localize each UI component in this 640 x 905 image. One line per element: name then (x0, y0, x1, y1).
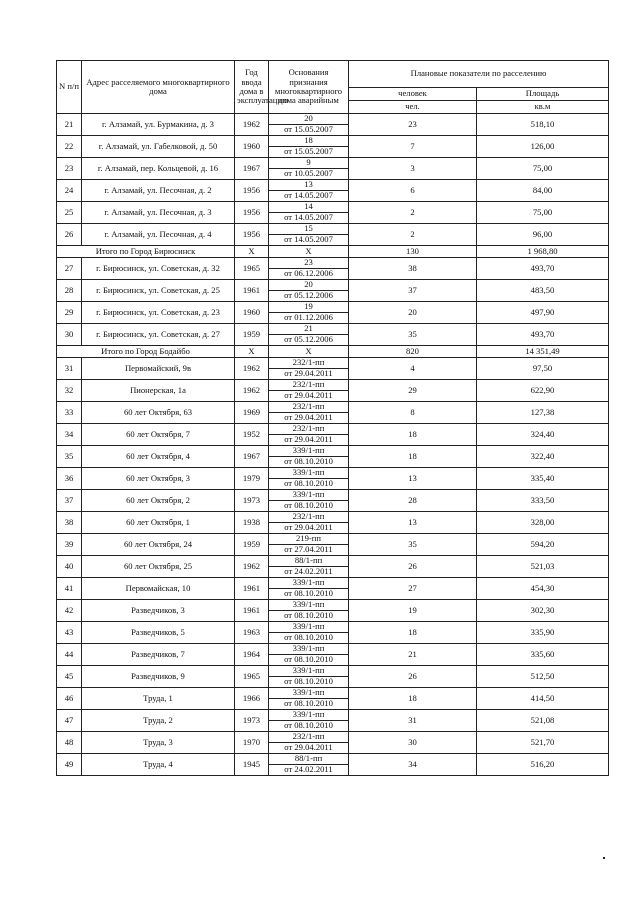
row-area: 322,40 (477, 446, 609, 468)
row-address: 60 лет Октября, 4 (82, 446, 235, 468)
row-basis-date: от 24.02.2011 (269, 567, 349, 578)
row-basis-number: 9 (269, 158, 349, 169)
row-address: г. Бирюсинск, ул. Советская, д. 27 (82, 324, 235, 346)
row-year: 1979 (235, 468, 269, 490)
table-row (57, 512, 609, 523)
header-num: N п/п (57, 61, 82, 114)
row-people: 4 (349, 358, 477, 380)
row-basis-date: от 14.05.2007 (269, 235, 349, 246)
total-label: Итого по Город Бирюсинск (57, 246, 235, 258)
row-number: 23 (57, 158, 82, 180)
row-basis-date: от 15.05.2007 (269, 147, 349, 158)
row-basis-number: 219-пп (269, 534, 349, 545)
row-address: 60 лет Октября, 63 (82, 402, 235, 424)
row-area: 96,00 (477, 224, 609, 246)
row-basis-date: от 08.10.2010 (269, 655, 349, 666)
row-number: 31 (57, 358, 82, 380)
row-year: 1961 (235, 280, 269, 302)
row-address: г. Алзамай, пер. Кольцевой, д. 16 (82, 158, 235, 180)
row-people: 37 (349, 280, 477, 302)
row-area: 594,20 (477, 534, 609, 556)
table-row (57, 114, 609, 125)
row-basis-number: 232/1-пп (269, 358, 349, 369)
row-basis-number: 23 (269, 258, 349, 269)
row-basis-date: от 08.10.2010 (269, 589, 349, 600)
row-people: 38 (349, 258, 477, 280)
row-year: 1961 (235, 600, 269, 622)
table-row (57, 224, 609, 235)
header-people-unit: чел. (349, 101, 477, 114)
row-year: 1952 (235, 424, 269, 446)
row-area: 521,08 (477, 710, 609, 732)
row-year: 1965 (235, 258, 269, 280)
row-number: 28 (57, 280, 82, 302)
table-row (57, 732, 609, 743)
row-basis-number: 339/1-пп (269, 688, 349, 699)
row-number: 33 (57, 402, 82, 424)
table-row (57, 446, 609, 457)
row-number: 30 (57, 324, 82, 346)
row-people: 21 (349, 644, 477, 666)
row-address: Труда, 2 (82, 710, 235, 732)
row-address: 60 лет Октября, 1 (82, 512, 235, 534)
row-number: 21 (57, 114, 82, 136)
row-area: 75,00 (477, 158, 609, 180)
row-basis-date: от 29.04.2011 (269, 391, 349, 402)
row-number: 41 (57, 578, 82, 600)
table-row (57, 402, 609, 413)
row-basis-number: 88/1-пп (269, 556, 349, 567)
row-number: 32 (57, 380, 82, 402)
row-basis-date: от 29.04.2011 (269, 743, 349, 754)
row-basis-date: от 29.04.2011 (269, 369, 349, 380)
table-row (57, 380, 609, 391)
table-row (57, 688, 609, 699)
total-area: 14 351,49 (477, 346, 609, 358)
row-people: 29 (349, 380, 477, 402)
table-row (57, 578, 609, 589)
row-year: 1938 (235, 512, 269, 534)
row-area: 328,00 (477, 512, 609, 534)
row-year: 1945 (235, 754, 269, 776)
row-area: 497,90 (477, 302, 609, 324)
row-address: г. Бирюсинск, ул. Советская, д. 32 (82, 258, 235, 280)
row-people: 13 (349, 512, 477, 534)
table-row (57, 280, 609, 291)
row-basis-number: 15 (269, 224, 349, 235)
row-basis-number: 339/1-пп (269, 666, 349, 677)
row-people: 27 (349, 578, 477, 600)
row-number: 26 (57, 224, 82, 246)
row-people: 19 (349, 600, 477, 622)
row-address: г. Алзамай, ул. Габелковой, д. 50 (82, 136, 235, 158)
row-area: 512,50 (477, 666, 609, 688)
row-basis-number: 88/1-пп (269, 754, 349, 765)
row-area: 335,40 (477, 468, 609, 490)
total-basis: X (269, 246, 349, 258)
table-row (57, 644, 609, 655)
total-label: Итого по Город Бодайбо (57, 346, 235, 358)
table-row (57, 534, 609, 545)
row-year: 1962 (235, 114, 269, 136)
row-number: 46 (57, 688, 82, 710)
row-basis-number: 14 (269, 202, 349, 213)
row-basis-date: от 08.10.2010 (269, 501, 349, 512)
row-basis-date: от 14.05.2007 (269, 191, 349, 202)
row-address: 60 лет Октября, 25 (82, 556, 235, 578)
row-address: Разведчиков, 3 (82, 600, 235, 622)
row-area: 324,40 (477, 424, 609, 446)
row-basis-date: от 08.10.2010 (269, 633, 349, 644)
row-basis-number: 18 (269, 136, 349, 147)
row-year: 1973 (235, 490, 269, 512)
row-address: Труда, 4 (82, 754, 235, 776)
row-basis-number: 232/1-пп (269, 424, 349, 435)
row-people: 31 (349, 710, 477, 732)
row-number: 38 (57, 512, 82, 534)
row-area: 414,50 (477, 688, 609, 710)
row-number: 29 (57, 302, 82, 324)
row-basis-number: 339/1-пп (269, 468, 349, 479)
row-area: 622,90 (477, 380, 609, 402)
row-year: 1965 (235, 666, 269, 688)
row-people: 20 (349, 302, 477, 324)
row-year: 1969 (235, 402, 269, 424)
table-row (57, 202, 609, 213)
row-year: 1963 (235, 622, 269, 644)
row-address: г. Бирюсинск, ул. Советская, д. 25 (82, 280, 235, 302)
row-people: 35 (349, 534, 477, 556)
row-number: 45 (57, 666, 82, 688)
row-address: 60 лет Октября, 24 (82, 534, 235, 556)
row-basis-date: от 15.05.2007 (269, 125, 349, 136)
row-basis-number: 339/1-пп (269, 644, 349, 655)
header-address: Адрес расселяемого многоквартирного дома (82, 61, 235, 114)
row-basis-number: 21 (269, 324, 349, 335)
table-row (57, 710, 609, 721)
row-people: 18 (349, 446, 477, 468)
row-number: 39 (57, 534, 82, 556)
row-year: 1962 (235, 358, 269, 380)
table-body (57, 114, 609, 776)
row-people: 7 (349, 136, 477, 158)
row-area: 84,00 (477, 180, 609, 202)
row-address: Первомайский, 9в (82, 358, 235, 380)
row-basis-date: от 05.12.2006 (269, 291, 349, 302)
row-number: 36 (57, 468, 82, 490)
row-number: 47 (57, 710, 82, 732)
row-people: 26 (349, 666, 477, 688)
row-basis-date: от 10.05.2007 (269, 169, 349, 180)
table-row (57, 622, 609, 633)
row-people: 13 (349, 468, 477, 490)
row-basis-number: 339/1-пп (269, 600, 349, 611)
table-row (57, 468, 609, 479)
row-area: 127,38 (477, 402, 609, 424)
row-basis-date: от 29.04.2011 (269, 523, 349, 534)
row-area: 521,70 (477, 732, 609, 754)
total-row (57, 346, 609, 358)
row-basis-date: от 29.04.2011 (269, 435, 349, 446)
row-basis-date: от 06.12.2006 (269, 269, 349, 280)
total-year: X (235, 346, 269, 358)
total-people: 820 (349, 346, 477, 358)
table-row (57, 666, 609, 677)
row-number: 22 (57, 136, 82, 158)
resettlement-table (56, 60, 609, 776)
row-basis-date: от 24.02.2011 (269, 765, 349, 776)
row-year: 1962 (235, 556, 269, 578)
table-row (57, 490, 609, 501)
row-area: 126,00 (477, 136, 609, 158)
header-area-unit: кв.м (477, 101, 609, 114)
row-basis-number: 19 (269, 302, 349, 313)
row-people: 23 (349, 114, 477, 136)
row-basis-date: от 08.10.2010 (269, 699, 349, 710)
row-number: 49 (57, 754, 82, 776)
table-header (57, 61, 609, 114)
row-year: 1960 (235, 136, 269, 158)
row-area: 521,03 (477, 556, 609, 578)
table-row (57, 158, 609, 169)
row-year: 1970 (235, 732, 269, 754)
total-year: X (235, 246, 269, 258)
table-row (57, 180, 609, 191)
row-address: Труда, 1 (82, 688, 235, 710)
table-row (57, 556, 609, 567)
row-address: Труда, 3 (82, 732, 235, 754)
row-year: 1964 (235, 644, 269, 666)
row-address: Разведчиков, 7 (82, 644, 235, 666)
row-number: 37 (57, 490, 82, 512)
row-year: 1973 (235, 710, 269, 732)
table-row (57, 258, 609, 269)
row-area: 75,00 (477, 202, 609, 224)
row-year: 1956 (235, 224, 269, 246)
row-address: Разведчиков, 5 (82, 622, 235, 644)
row-basis-date: от 08.10.2010 (269, 457, 349, 468)
row-year: 1956 (235, 180, 269, 202)
row-basis-number: 339/1-пп (269, 622, 349, 633)
row-area: 493,70 (477, 258, 609, 280)
row-year: 1960 (235, 302, 269, 324)
row-address: Пионерская, 1а (82, 380, 235, 402)
row-number: 35 (57, 446, 82, 468)
row-area: 97,50 (477, 358, 609, 380)
total-basis: X (269, 346, 349, 358)
row-people: 2 (349, 202, 477, 224)
row-area: 302,30 (477, 600, 609, 622)
row-address: г. Алзамай, ул. Песочная, д. 2 (82, 180, 235, 202)
row-basis-number: 339/1-пп (269, 578, 349, 589)
row-people: 34 (349, 754, 477, 776)
row-year: 1956 (235, 202, 269, 224)
header-area: Площадь (477, 88, 609, 101)
row-area: 454,30 (477, 578, 609, 600)
row-year: 1959 (235, 534, 269, 556)
row-people: 8 (349, 402, 477, 424)
row-basis-date: от 01.12.2006 (269, 313, 349, 324)
table-row (57, 302, 609, 313)
row-year: 1959 (235, 324, 269, 346)
row-number: 42 (57, 600, 82, 622)
row-address: г. Алзамай, ул. Песочная, д. 4 (82, 224, 235, 246)
row-area: 335,90 (477, 622, 609, 644)
row-basis-number: 232/1-пп (269, 512, 349, 523)
row-basis-number: 339/1-пп (269, 446, 349, 457)
row-year: 1966 (235, 688, 269, 710)
row-people: 3 (349, 158, 477, 180)
row-people: 26 (349, 556, 477, 578)
row-people: 18 (349, 622, 477, 644)
row-basis-number: 13 (269, 180, 349, 191)
row-basis-number: 232/1-пп (269, 402, 349, 413)
table-row (57, 424, 609, 435)
total-area: 1 968,80 (477, 246, 609, 258)
row-people: 18 (349, 688, 477, 710)
row-area: 335,60 (477, 644, 609, 666)
row-number: 44 (57, 644, 82, 666)
table-row (57, 324, 609, 335)
row-people: 2 (349, 224, 477, 246)
row-address: 60 лет Октября, 7 (82, 424, 235, 446)
row-address: 60 лет Октября, 2 (82, 490, 235, 512)
row-area: 483,50 (477, 280, 609, 302)
table-row (57, 754, 609, 765)
row-area: 333,50 (477, 490, 609, 512)
row-year: 1962 (235, 380, 269, 402)
header-plan: Плановые показатели по расселению (349, 61, 609, 88)
row-address: г. Бирюсинск, ул. Советская, д. 23 (82, 302, 235, 324)
row-people: 18 (349, 424, 477, 446)
row-basis-date: от 08.10.2010 (269, 721, 349, 732)
row-number: 43 (57, 622, 82, 644)
table-row (57, 358, 609, 369)
row-people: 35 (349, 324, 477, 346)
row-basis-number: 20 (269, 280, 349, 291)
table-row (57, 600, 609, 611)
row-year: 1961 (235, 578, 269, 600)
row-address: г. Алзамай, ул. Бурмакина, д. 3 (82, 114, 235, 136)
row-address: г. Алзамай, ул. Песочная, д. 3 (82, 202, 235, 224)
row-basis-date: от 27.04.2011 (269, 545, 349, 556)
row-basis-number: 232/1-пп (269, 380, 349, 391)
row-number: 27 (57, 258, 82, 280)
row-address: Первомайская, 10 (82, 578, 235, 600)
row-number: 34 (57, 424, 82, 446)
row-people: 30 (349, 732, 477, 754)
row-basis-number: 232/1-пп (269, 732, 349, 743)
total-people: 130 (349, 246, 477, 258)
row-number: 24 (57, 180, 82, 202)
row-people: 28 (349, 490, 477, 512)
row-address: 60 лет Октября, 3 (82, 468, 235, 490)
header-year: Год ввода дома в эксплуатацию (235, 61, 269, 114)
total-row (57, 246, 609, 258)
row-basis-number: 339/1-пп (269, 490, 349, 501)
row-people: 6 (349, 180, 477, 202)
row-basis-date: от 08.10.2010 (269, 611, 349, 622)
row-basis-number: 20 (269, 114, 349, 125)
row-basis-date: от 08.10.2010 (269, 479, 349, 490)
row-basis-date: от 29.04.2011 (269, 413, 349, 424)
row-year: 1967 (235, 446, 269, 468)
row-basis-number: 339/1-пп (269, 710, 349, 721)
page-dot (603, 857, 605, 859)
row-basis-date: от 08.10.2010 (269, 677, 349, 688)
table-row (57, 136, 609, 147)
row-basis-date: от 14.05.2007 (269, 213, 349, 224)
header-people: человек (349, 88, 477, 101)
row-basis-date: от 05.12.2006 (269, 335, 349, 346)
row-area: 516,20 (477, 754, 609, 776)
row-number: 25 (57, 202, 82, 224)
row-number: 40 (57, 556, 82, 578)
row-year: 1967 (235, 158, 269, 180)
row-number: 48 (57, 732, 82, 754)
row-area: 518,10 (477, 114, 609, 136)
row-area: 493,70 (477, 324, 609, 346)
row-address: Разведчиков, 9 (82, 666, 235, 688)
header-basis: Основания признания многоквартирного дома аварийным (269, 61, 349, 114)
